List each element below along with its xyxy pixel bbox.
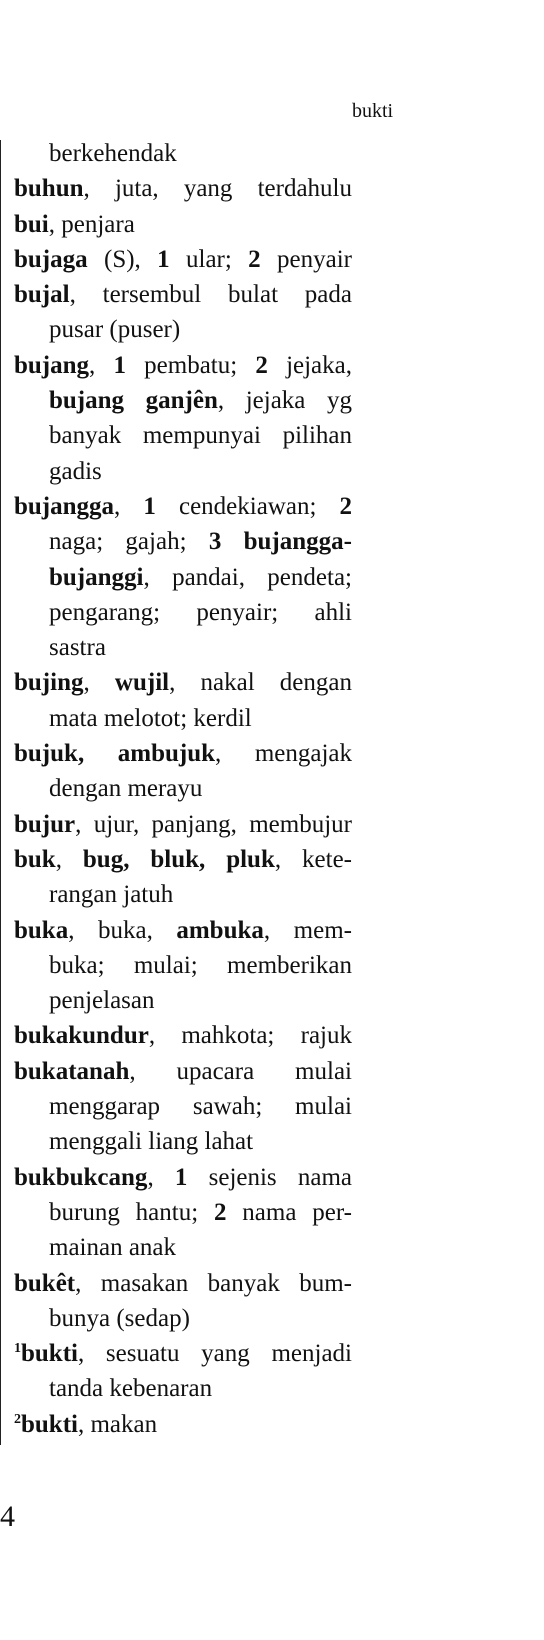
entry-continuation-line [14,1124,352,1159]
definition-text: nama per- [226,1198,352,1226]
definition-text: burung hantu; [49,1198,214,1226]
headword-text: bujuk, ambujuk [14,740,216,768]
definition-text: dengan merayu [49,775,203,803]
entry-headword-line [14,1336,352,1371]
definition-text: , tersembul bulat pada [69,281,352,309]
definition-text: , buka, [68,916,177,944]
definition-text: , mem- [263,916,352,944]
headword-text: 2 [213,1198,227,1226]
definition-text: , nakal dengan [169,669,352,697]
homonym-number: 2 [14,1411,21,1427]
headword-text: bukêt [14,1269,76,1297]
page-number: 4 [0,1500,15,1533]
definition-text: buka; mulai; memberikan [49,951,352,979]
entry-headword-line [14,1407,352,1442]
headword-text: buka [14,916,69,944]
headword-text: wujil [114,669,170,697]
headword-text: 2 [248,245,261,273]
entry-headword-line [14,842,352,877]
headword-text: bui [14,210,49,238]
definition-text: , pandai, pendeta; [143,563,352,591]
entry-continuation-line [14,418,352,453]
definition-text: sastra [49,634,106,662]
entry-continuation-line [14,771,352,806]
definition-text: pengarang; penyair; ahli [49,598,352,626]
definition-text: tanda kebenaran [49,1375,213,1403]
definition-text: , mengajak [215,740,352,768]
definition-text: naga; gajah; [49,528,209,556]
headword-text: 2 [255,351,268,379]
definition-text: , mahkota; rajuk [148,1022,352,1050]
entry-headword-line [14,348,352,383]
entry-continuation-line [14,983,352,1018]
entry-continuation-line [14,1195,352,1230]
headword-text: buk [14,845,56,873]
headword-text: bukatanah [14,1057,130,1085]
headword-text: bujing [14,669,84,697]
entry-continuation-line [14,1301,352,1336]
definition-text: sejenis nama [187,1163,353,1191]
entry-headword-line [14,277,352,312]
headword-text: bujaga [14,245,88,273]
headword-text: 1 [157,245,170,273]
headword-text: bujangga [14,492,115,520]
definition-text: banyak mempunyai pilihan [49,422,352,450]
headword-text: 1 [174,1163,188,1191]
definition-text: pusar (puser) [49,316,181,344]
definition-text [221,528,243,555]
entry-continuation-line [14,524,352,559]
definition-text: jejaka, [267,351,353,379]
headword-text: bujur [14,810,76,838]
running-head: bukti [352,100,394,122]
definition-text: , sesuatu yang menjadi [77,1340,352,1368]
entry-headword-line [14,207,352,242]
definition-text: , ujur, panjang, membujur [75,810,352,838]
definition-text: mata melotot; kerdil [49,704,252,732]
headword-text: bukbukcang [14,1163,148,1191]
entry-continuation-line [14,948,352,983]
headword-text: bukti [21,1340,78,1368]
entry-headword-line [14,1266,352,1301]
definition-text: , makan [77,1410,158,1438]
headword-text: bujang [14,351,90,379]
entry-headword-line [14,913,352,948]
definition-text: gadis [49,457,102,485]
entry-headword-line [14,1160,352,1195]
definition-text: penyair [260,245,352,273]
definition-text: cendekiawan; [155,492,340,520]
headword-text: 1 [143,492,156,520]
headword-text: bujangga- [243,528,352,556]
entry-continuation-line [14,454,352,489]
definition-text: , [83,669,115,697]
definition-text: , kete- [274,845,352,873]
headword-text: bug, bluk, pluk [82,845,275,873]
headword-text: bukti [21,1410,78,1438]
entry-continuation-line [14,701,352,736]
definition-text: , [147,1163,175,1191]
entry-continuation-line [14,877,352,912]
entry-headword-line [14,171,352,206]
definition-text: , [114,492,144,520]
entry-headword-line [14,1054,352,1089]
definition-text: , [55,845,83,873]
headword-text: 3 [208,528,222,556]
definition-text: pembatu; [125,351,256,379]
definition-text: berkehendak [49,140,177,167]
entry-headword-line [14,489,352,524]
definition-text: bunya (sedap) [49,1304,190,1332]
entry-continuation-line [14,560,352,595]
entry-headword-line [14,736,352,771]
definition-text: menggarap sawah; mulai [49,1093,352,1121]
entry-continuation-line [14,136,352,171]
definition-text: , masakan banyak bum- [75,1269,352,1297]
definition-text: , upacara mulai [129,1057,352,1085]
definition-text: mainan anak [49,1234,177,1262]
entry-continuation-line [14,1230,352,1265]
definition-text: rangan jatuh [49,881,174,909]
entry-continuation-line [14,1089,352,1124]
column-rule [0,140,1,1445]
headword-text: bukakundur [14,1022,149,1050]
definition-text: menggali liang lahat [49,1128,254,1156]
headword-text: buhun [14,175,84,203]
headword-text: bujal [14,281,70,309]
definition-text: , jejaka yg [217,387,353,415]
entry-headword-line [14,1018,352,1053]
entry-continuation-line [14,312,352,347]
entry-continuation-line [14,383,352,418]
homonym-number: 1 [14,1341,21,1357]
definition-text: , [89,351,114,379]
headword-text: ambuka [176,916,264,944]
definition-text: , penjara [48,210,135,238]
entry-headword-line [14,807,352,842]
entry-headword-line [14,665,352,700]
definition-text: , juta, yang terdahulu [83,175,352,203]
definition-text: penjelasan [49,987,155,1015]
entry-headword-line [14,242,352,277]
definition-text: (S), [87,245,158,273]
entry-continuation-line [14,630,352,665]
headword-text: 1 [113,351,126,379]
dictionary-column [14,136,352,1442]
headword-text: bujang ganjên [49,387,218,415]
definition-text: ular; [169,245,249,273]
entry-continuation-line [14,1371,352,1406]
entry-continuation-line [14,595,352,630]
headword-text: 2 [339,492,352,520]
headword-text: bujanggi [49,563,144,591]
